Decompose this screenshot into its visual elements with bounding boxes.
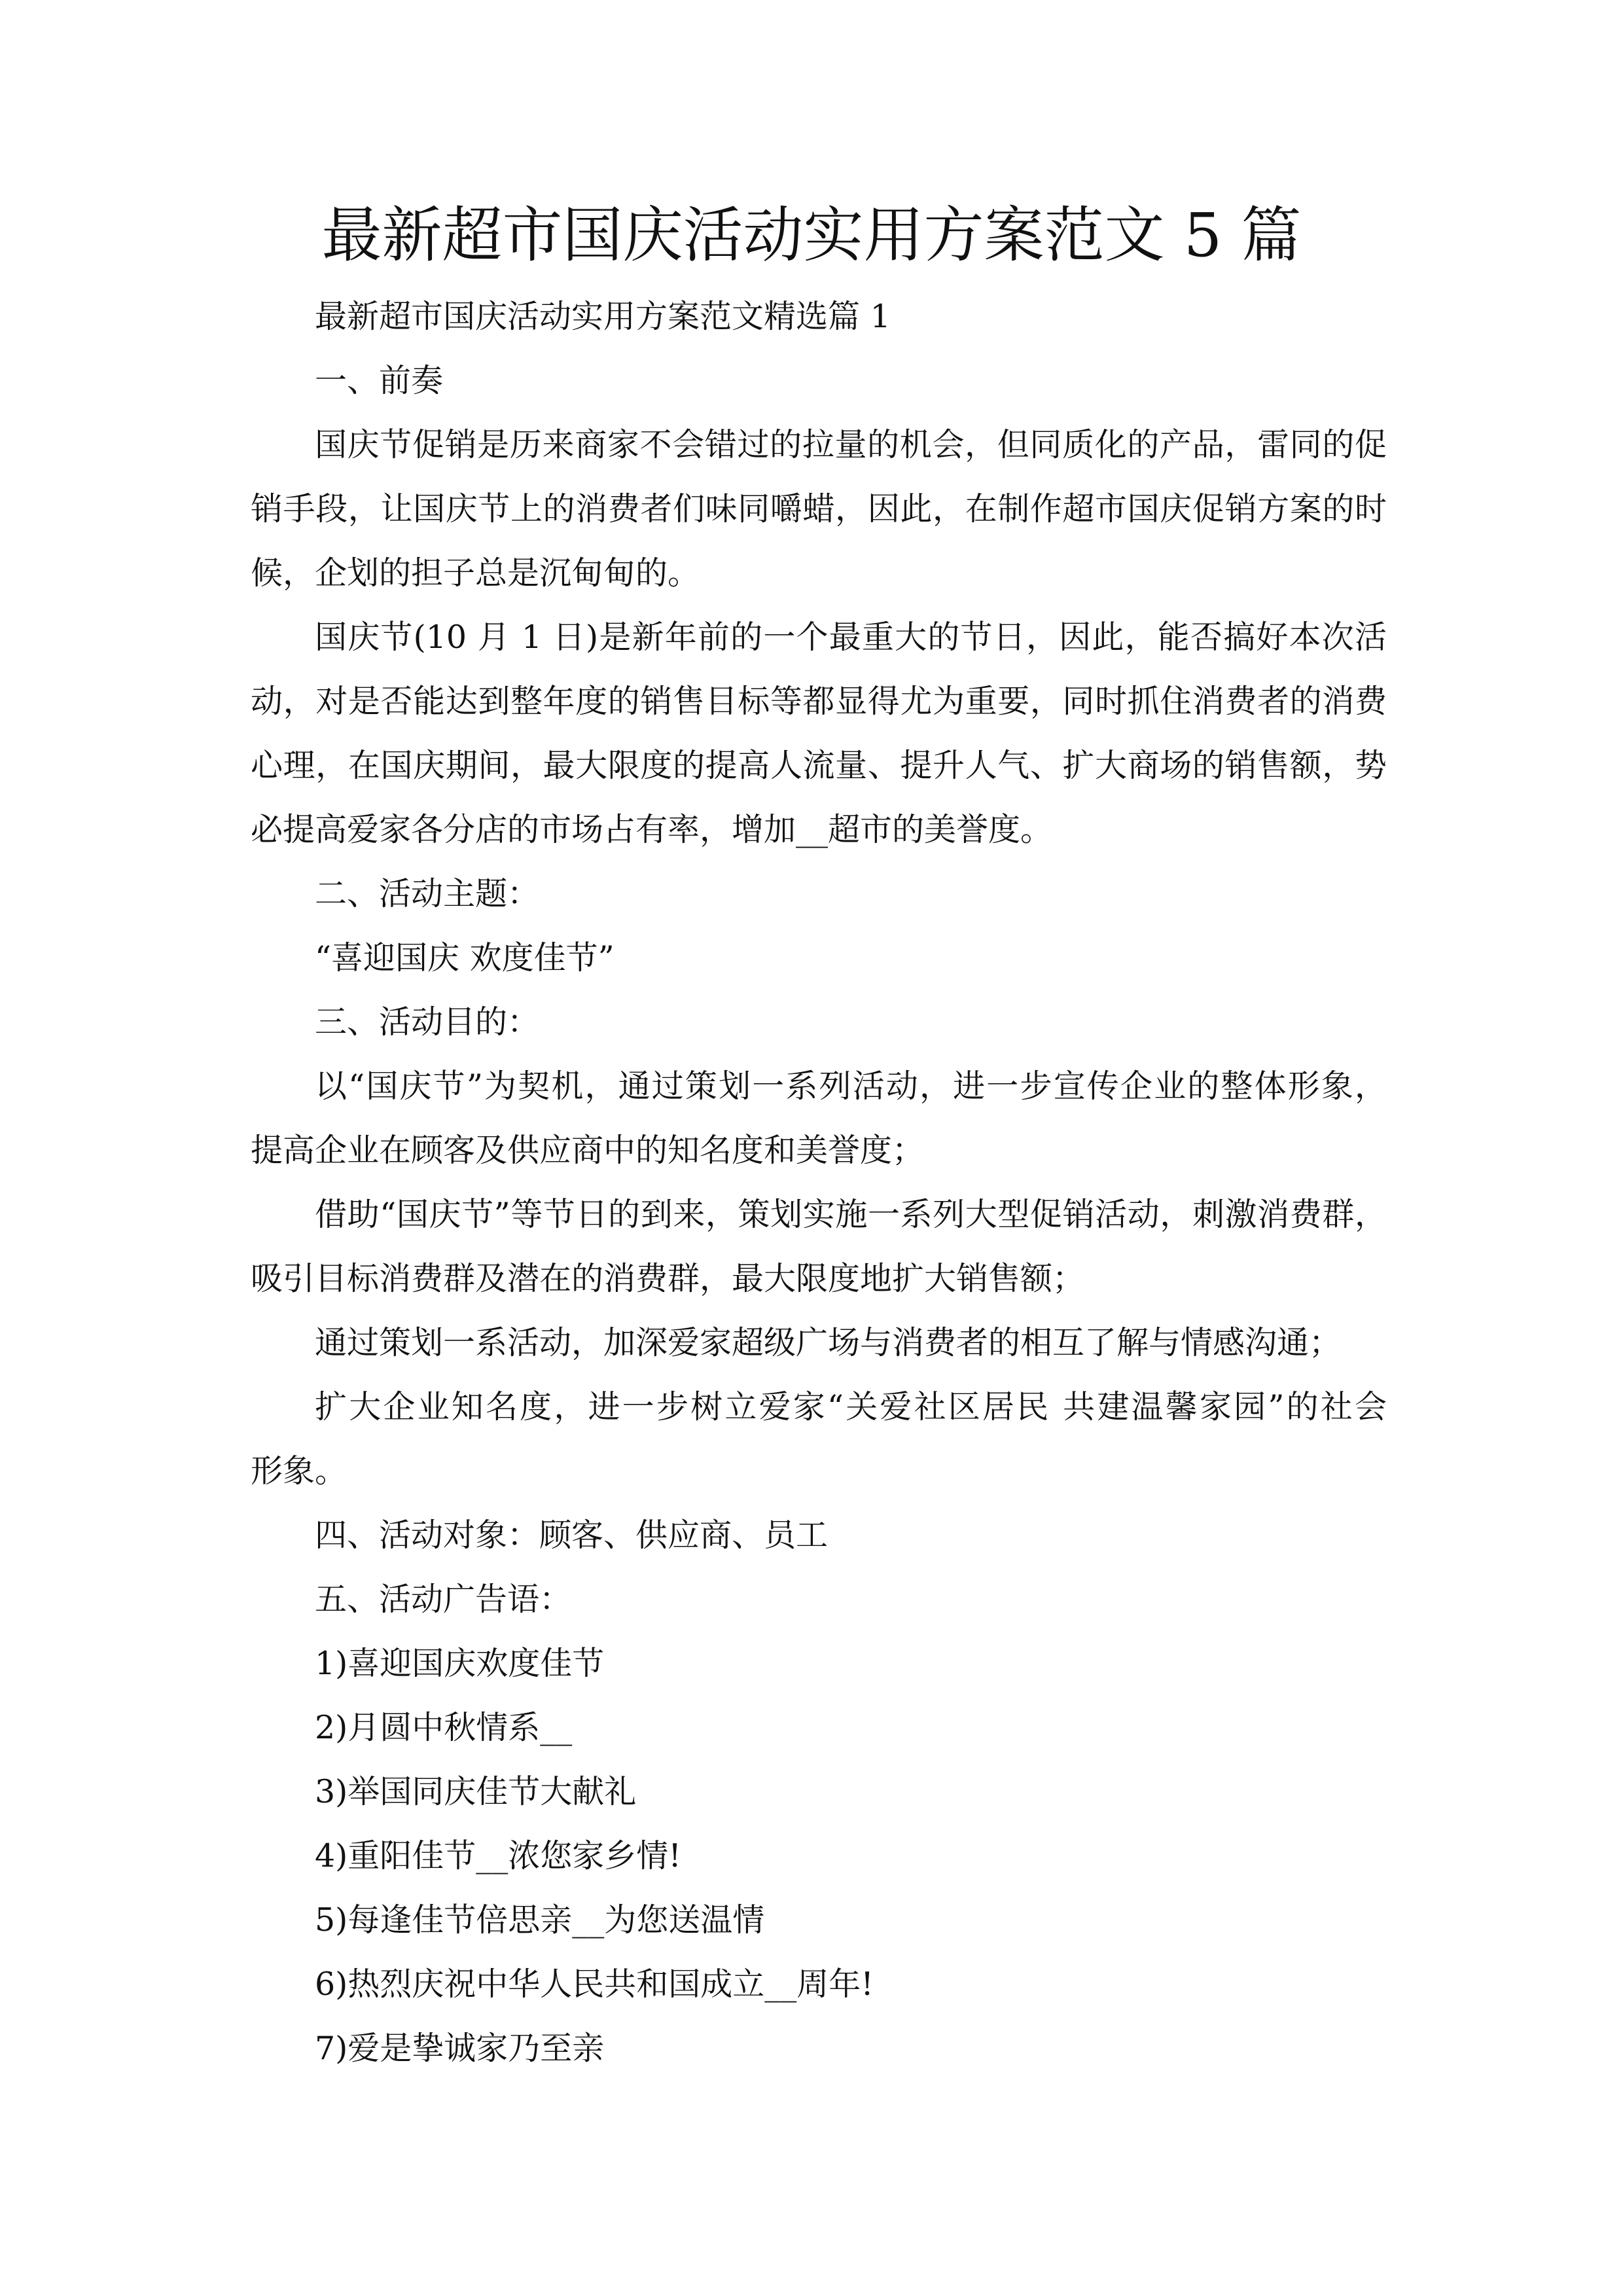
- slogan-item: 6)热烈庆祝中华人民共和国成立__周年!: [315, 1965, 874, 2003]
- paragraph: [251, 1183, 1387, 1311]
- paragraph: [251, 990, 1387, 1054]
- slogan-item: 7)爱是挚诚家乃至亲: [315, 2030, 605, 2067]
- body-text-line: 必提高爱家各分店的市场占有率，增加__超市的美誉度。: [251, 811, 1053, 848]
- paragraph: [251, 349, 1387, 413]
- body-text-line: 借助“国庆节”等节日的到来，策划实施一系列大型促销活动，刺激消费群，: [315, 1196, 1387, 1233]
- section-heading: 四、活动对象：顾客、供应商、员工: [315, 1516, 829, 1554]
- slogan-item: 3)举国同庆佳节大献礼: [315, 1773, 637, 1810]
- body-text-line: 销手段，让国庆节上的消费者们味同嚼蜡，因此，在制作超市国庆促销方案的时: [251, 490, 1387, 528]
- slogan-list: [251, 1632, 1387, 2081]
- body-text-line: 提高企业在顾客及供应商中的知名度和美誉度；: [251, 1132, 925, 1169]
- paragraph: [251, 413, 1387, 605]
- section-title: 最新超市国庆活动实用方案范文精选篇 1: [315, 298, 891, 335]
- body-text-line: 动，对是否能达到整年度的销售目标等都显得尤为重要，同时抓住消费者的消费: [251, 683, 1387, 720]
- body-text-line: 心理，在国庆期间，最大限度的提高人流量、提升人气、扩大商场的销售额，势: [251, 747, 1387, 784]
- body-text-line: 通过策划一系活动，加深爱家超级广场与消费者的相互了解与情感沟通；: [315, 1324, 1342, 1361]
- slogan-item: 5)每逢佳节倍思亲__为您送温情: [315, 1901, 765, 1939]
- body-text-line: 扩大企业知名度，进一步树立爱家“关爱社区居民 共建温馨家园”的社会: [315, 1388, 1387, 1426]
- section-heading: 一、前奏: [315, 362, 444, 399]
- paragraph: [251, 926, 1387, 990]
- theme-slogan: “喜迎国庆 欢度佳节”: [315, 939, 615, 977]
- paragraph: [251, 605, 1387, 862]
- paragraph: [251, 1054, 1387, 1183]
- section-heading: 三、活动目的：: [315, 1003, 540, 1041]
- body-text-line: 形象。: [251, 1452, 348, 1490]
- body-text-line: 吸引目标消费群及潜在的消费群，最大限度地扩大销售额；: [251, 1260, 1085, 1297]
- slogan-item: 4)重阳佳节__浓您家乡情!: [315, 1837, 681, 1874]
- section-heading: 二、活动主题：: [315, 875, 540, 912]
- document-body: [251, 285, 1387, 2081]
- paragraph: [251, 1568, 1387, 1632]
- body-text-line: 国庆节促销是历来商家不会错过的拉量的机会，但同质化的产品，雷同的促: [315, 426, 1387, 463]
- slogan-item: 2)月圆中秋情系__: [315, 1709, 573, 1746]
- body-text-line: 国庆节(10 月 1 日)是新年前的一个最重大的节日，因此，能否搞好本次活: [315, 619, 1387, 656]
- slogan-item: 1)喜迎国庆欢度佳节: [315, 1645, 605, 1682]
- document-title: 最新超市国庆活动实用方案范文 5 篇: [321, 200, 1302, 270]
- body-text-line: 以“国庆节”为契机，通过策划一系列活动，进一步宣传企业的整体形象，: [315, 1067, 1387, 1105]
- paragraph: [251, 285, 1387, 349]
- section-heading: 五、活动广告语：: [315, 1581, 572, 1618]
- body-text-line: 候，企划的担子总是沉甸甸的。: [251, 554, 700, 592]
- paragraph: [251, 1503, 1387, 1568]
- paragraph: [251, 1311, 1387, 1375]
- paragraph: [251, 1375, 1387, 1503]
- paragraph: [251, 862, 1387, 926]
